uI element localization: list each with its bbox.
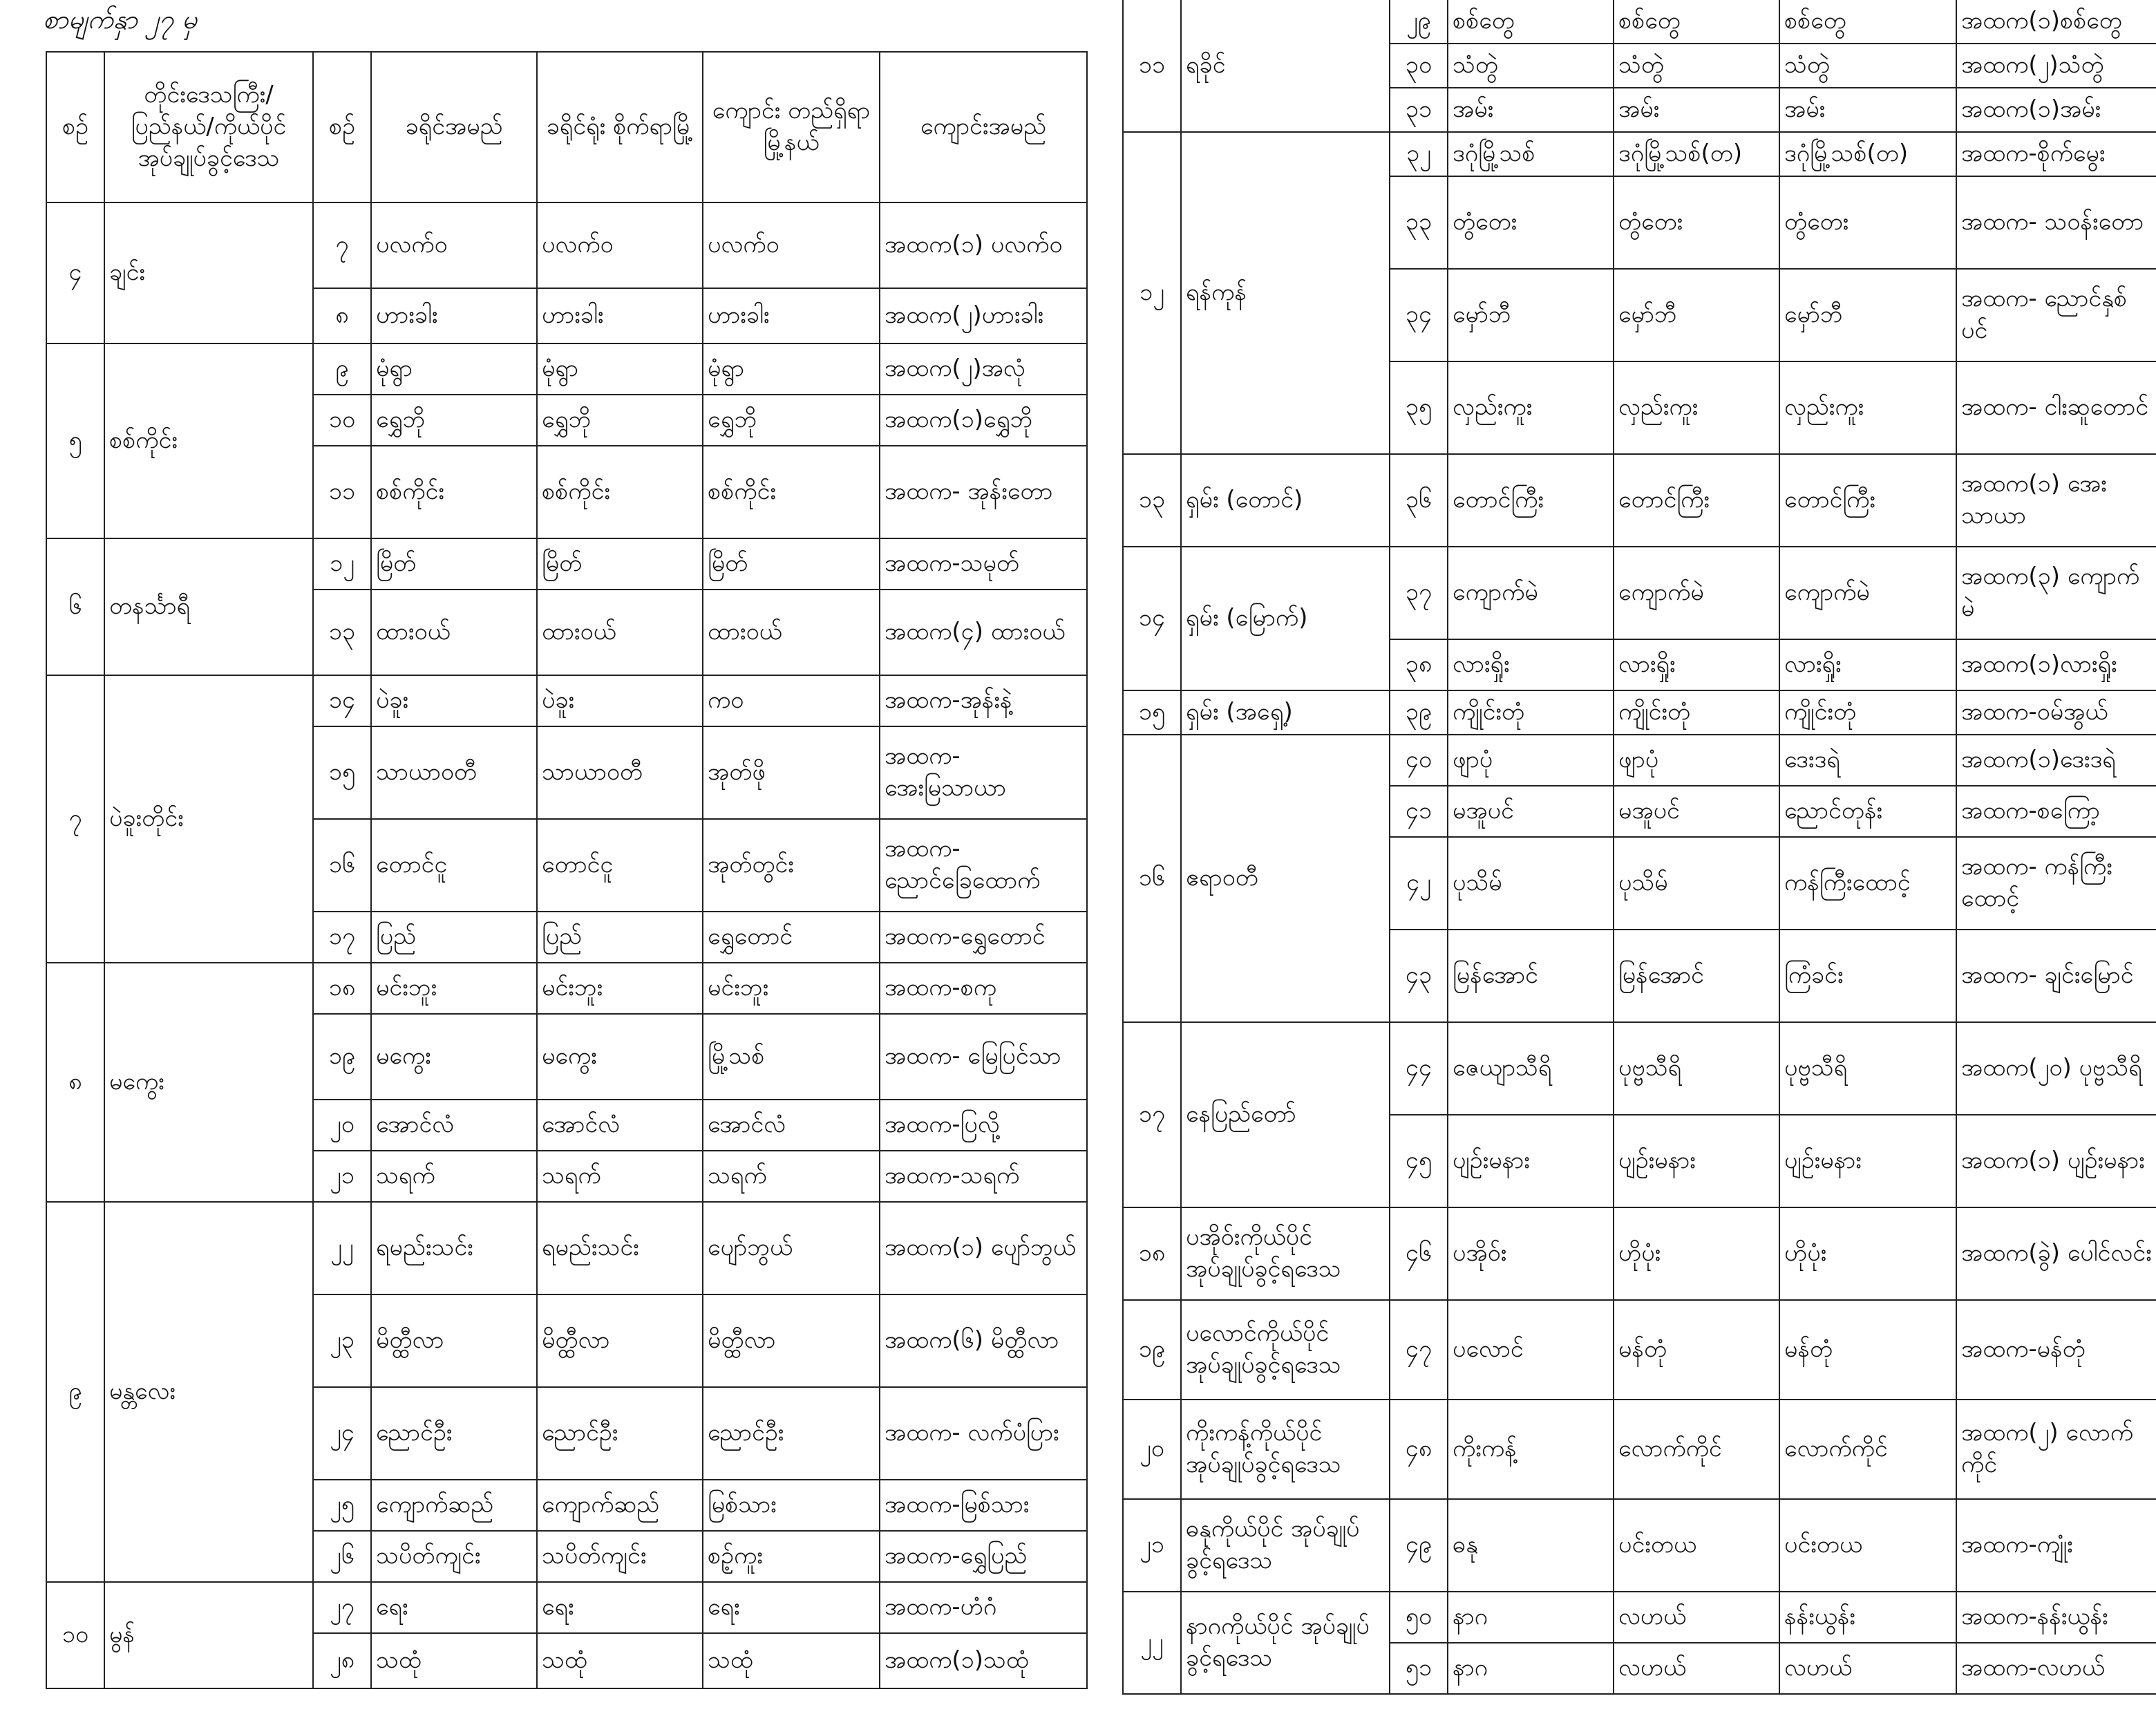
district-number: ၄၂ [1390,837,1448,930]
district-number: ၄၁ [1390,786,1448,837]
header-district: ခရိုင်အမည် [371,52,537,203]
region-name: နာဂကိုယ်ပိုင် အုပ်ချုပ်ခွင့်ရဒေသ [1181,1592,1390,1694]
school-name: အထက-သရက် [880,1151,1087,1202]
district-number: ၁၈ [313,963,371,1014]
district-number: ၁၇ [313,912,371,963]
school-township: အုတ်ဖို [703,726,880,819]
district-number: ၁၄ [313,675,371,726]
district-number: ၁၂ [313,538,371,590]
school-name: အထက-ဟံဂံ [880,1582,1087,1633]
region-name: ရှမ်း (မြောက်) [1181,547,1390,690]
district-office-town: တောင်ငူ [537,819,703,912]
school-township: ဒေးဒရဲ [1779,735,1956,786]
table-row [1123,454,2156,547]
school-township: ထားဝယ် [703,590,880,675]
school-township: ပုဗ္ဗသီရိ [1779,1022,1956,1115]
district-name: ရမည်းသင်း [371,1202,537,1294]
district-number: ၁၆ [313,819,371,912]
district-number: ၃၁ [1390,88,1448,132]
table-body-right [1123,0,2156,1694]
school-township: ဒဂုံမြို့သစ်(တ) [1779,132,1956,176]
school-township: ကဝ [703,675,880,726]
school-name: အထက- အေးမြသာယာ [880,726,1087,819]
table-row [1123,1592,2156,1643]
school-name: အထက- မြေပြင်သာ [880,1014,1087,1100]
district-office-town: ပျဉ်းမနား [1614,1115,1779,1207]
school-township: ညောင်တုန်း [1779,786,1956,837]
district-name: သံတွဲ [1448,44,1614,88]
district-number: ၃၅ [1390,361,1448,454]
district-name: လားရှိုး [1448,639,1614,690]
school-name: အထက-စကြော့ [1956,786,2156,837]
school-name: အထက(၁)စစ်တွေ [1956,0,2156,44]
district-name: သရက် [371,1151,537,1202]
district-name: ဟားခါး [371,288,537,343]
district-number: ၄၈ [1390,1400,1448,1499]
school-township: မင်းဘူး [703,963,880,1014]
district-name: အောင်လံ [371,1100,537,1151]
district-office-town: ပြည် [537,912,703,963]
district-number: ၄၆ [1390,1207,1448,1300]
school-name: အထက-မြစ်သား [880,1480,1087,1531]
district-number: ၄၀ [1390,735,1448,786]
district-office-town: သရက် [537,1151,703,1202]
school-township: လောက်ကိုင် [1779,1400,1956,1499]
header-district-office: ခရိုင်ရုံး စိုက်ရာမြို့ [537,52,703,203]
district-office-town: ကျိုင်းတုံ [1614,690,1779,735]
region-number: ၁၂ [1123,132,1181,454]
school-township: တွံတေး [1779,176,1956,269]
school-name: အထက- လက်ပံပြား [880,1387,1087,1480]
district-office-town: ရမည်းသင်း [537,1202,703,1294]
district-number: ၈ [313,288,371,343]
district-office-town: ဟိုပုံး [1614,1207,1779,1300]
district-number: ၅၁ [1390,1643,1448,1694]
school-township: ကန်ကြီးထောင့် [1779,837,1956,930]
region-name: ချင်း [104,203,313,343]
district-number: ၂၄ [313,1387,371,1480]
school-township: တောင်ကြီး [1779,454,1956,547]
district-office-town: ညောင်ဦး [537,1387,703,1480]
table-body-left [46,203,1087,1688]
district-number: ၂၇ [313,1582,371,1633]
district-name: သပိတ်ကျင်း [371,1531,537,1582]
school-name: အထက- ငါးဆူတောင် [1956,361,2156,454]
district-number: ၄၇ [1390,1300,1448,1400]
district-name: ပအိုဝ်း [1448,1207,1614,1300]
district-name: မုံရွာ [371,343,537,395]
district-office-town: ပင်းတယ [1614,1499,1779,1592]
district-name: ကိုးကန့် [1448,1400,1614,1499]
school-name: အထက(၂)သံတွဲ [1956,44,2156,88]
district-number: ၁၀ [313,395,371,446]
region-name: ဧရာဝတီ [1181,735,1390,1022]
district-name: ဒဂုံမြို့သစ် [1448,132,1614,176]
district-name: အမ်း [1448,88,1614,132]
school-name: အထက-စိုက်မွေး [1956,132,2156,176]
region-number: ၁၀ [46,1582,104,1688]
district-name: နာဂ [1448,1592,1614,1643]
school-township: ပင်းတယ [1779,1499,1956,1592]
school-township: မြိတ် [703,538,880,590]
school-name: အထက(၄) ထားဝယ် [880,590,1087,675]
table-row [46,1202,1087,1294]
region-name: စစ်ကိုင်း [104,343,313,538]
school-name: အထက-လဟယ် [1956,1643,2156,1694]
school-name: အထက- အုန်းတော [880,446,1087,538]
district-name: မအူပင် [1448,786,1614,837]
header-school: ကျောင်းအမည် [880,52,1087,203]
school-name: အထက-အုန်းနဲ့ [880,675,1087,726]
school-name: အထက(၁)ရွှေဘို [880,395,1087,446]
district-office-town: မှော်ဘီ [1614,269,1779,361]
school-township: စစ်ကိုင်း [703,446,880,538]
region-number: ၁၃ [1123,454,1181,547]
school-name: အထက-ကျုံး [1956,1499,2156,1592]
district-office-town: ကျောက်ဆည် [537,1480,703,1531]
district-number: ၃၇ [1390,547,1448,639]
school-township: အုတ်တွင်း [703,819,880,912]
table-row [46,343,1087,395]
district-office-town: အောင်လံ [537,1100,703,1151]
district-name: မိတ္ထီလာ [371,1294,537,1387]
school-name: အထက-နန်းယွန်း [1956,1592,2156,1643]
school-name: အထက(၁) အေးသာယာ [1956,454,2156,547]
table-row [1123,1400,2156,1499]
district-number: ၃၈ [1390,639,1448,690]
page-header: စာမျက်နှာ ၂၇ မှ [43,4,198,35]
district-name: ကျောက်မဲ [1448,547,1614,639]
school-township: သရက် [703,1151,880,1202]
school-name: အထက-သမုတ် [880,538,1087,590]
table-row [1123,1022,2156,1115]
school-township: ရွှေတောင် [703,912,880,963]
school-township: ဟားခါး [703,288,880,343]
district-number: ၃၂ [1390,132,1448,176]
district-office-town: မအူပင် [1614,786,1779,837]
district-office-town: မိတ္ထီလာ [537,1294,703,1387]
district-number: ၉ [313,343,371,395]
school-name: အထက(၂)ဟားခါး [880,288,1087,343]
school-name: အထက- ချင်းမြောင် [1956,930,2156,1022]
district-number: ၂၉ [1390,0,1448,44]
header-district-no: စဉ် [313,52,371,203]
district-office-town: သံတွဲ [1614,44,1779,88]
school-name: အထက(၂)အလုံ [880,343,1087,395]
school-township: ဟိုပုံး [1779,1207,1956,1300]
school-name: အထက-ရွှေပြည် [880,1531,1087,1582]
district-name: လှည်းကူး [1448,361,1614,454]
region-name: ရှမ်း (အရှေ့) [1181,690,1390,735]
region-number: ၁၁ [1123,0,1181,132]
district-number: ၄၄ [1390,1022,1448,1115]
region-number: ၉ [46,1202,104,1582]
school-township: ရေး [703,1582,880,1633]
district-number: ၄၃ [1390,930,1448,1022]
region-number: ၁၉ [1123,1300,1181,1400]
district-name: မှော်ဘီ [1448,269,1614,361]
region-name: ပလောင်ကိုယ်ပိုင် အုပ်ချုပ်ခွင့်ရဒေသ [1181,1300,1390,1400]
header-township: ကျောင်း တည်ရှိရာ မြို့နယ် [703,52,880,203]
district-name: ဇေယျာသီရိ [1448,1022,1614,1115]
district-name: ညောင်ဦး [371,1387,537,1480]
table-row [46,963,1087,1014]
district-number: ၃၀ [1390,44,1448,88]
district-name: မြိတ် [371,538,537,590]
school-township: စစ်တွေ [1779,0,1956,44]
school-township: ရွှေဘို [703,395,880,446]
school-name: အထက- ညောင်နှစ်ပင် [1956,269,2156,361]
district-office-town: ဖျာပုံ [1614,735,1779,786]
school-township: သံတွဲ [1779,44,1956,88]
school-name: အထက-ရွှေတောင် [880,912,1087,963]
region-number: ၅ [46,343,104,538]
district-name: ကျိုင်းတုံ [1448,690,1614,735]
school-name: အထက(၂၀) ပုဗ္ဗသီရိ [1956,1022,2156,1115]
school-name: အထက(ခွဲ) ပေါင်လင်း [1956,1207,2156,1300]
header-region: တိုင်းဒေသကြီး/ ပြည်နယ်/ကိုယ်ပိုင် အုပ်ချုပ်ခွင့်ဒေသ [104,52,313,203]
district-office-town: ကျောက်မဲ [1614,547,1779,639]
district-number: ၂၈ [313,1633,371,1688]
district-name: သာယာဝတီ [371,726,537,819]
district-office-town: မုံရွာ [537,343,703,395]
district-office-town: သပိတ်ကျင်း [537,1531,703,1582]
district-number: ၁၅ [313,726,371,819]
school-township: သထုံ [703,1633,880,1688]
region-number: ၂၀ [1123,1400,1181,1499]
district-name: တွံတေး [1448,176,1614,269]
region-name: မန္တလေး [104,1202,313,1582]
district-name: ပလက်ဝ [371,203,537,288]
district-office-town: လှည်းကူး [1614,361,1779,454]
district-number: ၃၆ [1390,454,1448,547]
header-region-no: စဉ် [46,52,104,203]
table-row [1123,547,2156,639]
school-name: အထက(၁) ပလက်ဝ [880,203,1087,288]
school-township: မိတ္ထီလာ [703,1294,880,1387]
school-name: အထက(၁)သထုံ [880,1633,1087,1688]
district-number: ၃၃ [1390,176,1448,269]
school-township: စဥ့်ကူး [703,1531,880,1582]
district-name: စစ်တွေ [1448,0,1614,44]
district-office-town: ရေး [537,1582,703,1633]
district-office-town: မန်တုံ [1614,1300,1779,1400]
region-name: ဓနုကိုယ်ပိုင် အုပ်ချုပ်ခွင့်ရဒေသ [1181,1499,1390,1592]
district-name: မြန်အောင် [1448,930,1614,1022]
table-row [1123,690,2156,735]
district-number: ၅၀ [1390,1592,1448,1643]
district-number: ၂၂ [313,1202,371,1294]
district-office-town: ထားဝယ် [537,590,703,675]
school-name: အထက-ဝမ်အွယ် [1956,690,2156,735]
district-name: မကွေး [371,1014,537,1100]
school-township: ကြံခင်း [1779,930,1956,1022]
table-row [1123,132,2156,176]
schools-table-left [46,51,1088,1689]
table-row [46,675,1087,726]
school-township: မြစ်သား [703,1480,880,1531]
region-number: ၁၈ [1123,1207,1181,1300]
region-number: ၁၆ [1123,735,1181,1022]
school-name: အထက(၂) လောက်ကိုင် [1956,1400,2156,1499]
district-name: တောင်ငူ [371,819,537,912]
table-row [46,538,1087,590]
district-name: ပဲခူး [371,675,537,726]
district-number: ၃၉ [1390,690,1448,735]
district-office-town: ပဲခူး [537,675,703,726]
district-name: ရွှေဘို [371,395,537,446]
region-name: ပအိုဝ်းကိုယ်ပိုင် အုပ်ချုပ်ခွင့်ရဒေသ [1181,1207,1390,1300]
region-name: မကွေး [104,963,313,1202]
school-name: အထက-ပြလို့ [880,1100,1087,1151]
district-office-town: သာယာဝတီ [537,726,703,819]
district-name: သထုံ [371,1633,537,1688]
region-name: တနင်္သာရီ [104,538,313,675]
district-number: ၃၄ [1390,269,1448,361]
school-township: မုံရွာ [703,343,880,395]
region-name: မွန် [104,1582,313,1688]
region-number: ၁၄ [1123,547,1181,690]
school-township: ပလက်ဝ [703,203,880,288]
school-name: အထက(၁)အမ်း [1956,88,2156,132]
district-office-town: မကွေး [537,1014,703,1100]
school-name: အထက- ညောင်ခြေထောက် [880,819,1087,912]
district-name: ကျောက်ဆည် [371,1480,537,1531]
region-number: ၈ [46,963,104,1202]
school-township: မန်တုံ [1779,1300,1956,1400]
region-number: ၂၁ [1123,1499,1181,1592]
school-township: ကျိုင်းတုံ [1779,690,1956,735]
region-number: ၁၇ [1123,1022,1181,1207]
district-office-town: ဒဂုံမြို့သစ်(တ) [1614,132,1779,176]
district-office-town: စစ်တွေ [1614,0,1779,44]
district-number: ၁၃ [313,590,371,675]
region-name: ကိုးကန့်ကိုယ်ပိုင် အုပ်ချုပ်ခွင့်ရဒေသ [1181,1400,1390,1499]
table-header-row [46,52,1087,203]
district-name: ထားဝယ် [371,590,537,675]
district-office-town: လဟယ် [1614,1643,1779,1694]
district-office-town: တောင်ကြီး [1614,454,1779,547]
district-office-town: ပလက်ဝ [537,203,703,288]
school-township: ပျဉ်းမနား [1779,1115,1956,1207]
district-name: ပလောင် [1448,1300,1614,1400]
school-township: လားရှိုး [1779,639,1956,690]
district-office-town: လားရှိုး [1614,639,1779,690]
region-name: ပဲခူးတိုင်း [104,675,313,963]
schools-table-right [1122,0,2156,1695]
district-office-town: အမ်း [1614,88,1779,132]
region-name: ရှမ်း (တောင်) [1181,454,1390,547]
school-name: အထက(၁)လားရှိုး [1956,639,2156,690]
school-township: ညောင်ဦး [703,1387,880,1480]
school-township: မှော်ဘီ [1779,269,1956,361]
district-office-town: ပုဗ္ဗသီရိ [1614,1022,1779,1115]
table-row [1123,1300,2156,1400]
district-number: ၄၅ [1390,1115,1448,1207]
school-township: နန်းယွန်း [1779,1592,1956,1643]
table-row [1123,735,2156,786]
district-office-town: မြန်အောင် [1614,930,1779,1022]
school-name: အထက(၆) မိတ္ထီလာ [880,1294,1087,1387]
district-number: ၄၉ [1390,1499,1448,1592]
district-name: ဖျာပုံ [1448,735,1614,786]
district-name: တောင်ကြီး [1448,454,1614,547]
district-number: ၁၉ [313,1014,371,1100]
school-name: အထက(၁) ပျော်ဘွယ် [880,1202,1087,1294]
school-name: အထက(၁) ပျဉ်းမနား [1956,1115,2156,1207]
school-township: ကျောက်မဲ [1779,547,1956,639]
school-township: မြို့သစ် [703,1014,880,1100]
school-township: ပျော်ဘွယ် [703,1202,880,1294]
school-name: အထက(၃) ကျောက်မဲ [1956,547,2156,639]
region-number: ၁၅ [1123,690,1181,735]
region-number: ၄ [46,203,104,343]
district-name: စစ်ကိုင်း [371,446,537,538]
district-name: ပျဉ်းမနား [1448,1115,1614,1207]
district-office-town: စစ်ကိုင်း [537,446,703,538]
district-name: ရေး [371,1582,537,1633]
district-number: ၇ [313,203,371,288]
district-name: ပြည် [371,912,537,963]
school-name: အထက(၁)ဒေးဒရဲ [1956,735,2156,786]
district-number: ၂၀ [313,1100,371,1151]
table-row [1123,1207,2156,1300]
district-number: ၂၃ [313,1294,371,1387]
district-number: ၂၁ [313,1151,371,1202]
school-name: အထက-စကု [880,963,1087,1014]
region-name: နေပြည်တော် [1181,1022,1390,1207]
region-name: ရန်ကုန် [1181,132,1390,454]
school-township: အမ်း [1779,88,1956,132]
table-row [46,203,1087,288]
district-number: ၂၆ [313,1531,371,1582]
district-name: မင်းဘူး [371,963,537,1014]
school-name: အထက- သဝန်းတော [1956,176,2156,269]
school-township: လှည်းကူး [1779,361,1956,454]
school-township: အောင်လံ [703,1100,880,1151]
table-row [1123,0,2156,44]
region-number: ၆ [46,538,104,675]
district-office-town: လောက်ကိုင် [1614,1400,1779,1499]
school-township: လဟယ် [1779,1643,1956,1694]
district-number: ၂၅ [313,1480,371,1531]
district-office-town: တွံတေး [1614,176,1779,269]
district-number: ၁၁ [313,446,371,538]
district-office-town: လဟယ် [1614,1592,1779,1643]
district-office-town: ပုသိမ် [1614,837,1779,930]
region-number: ၇ [46,675,104,963]
district-name: ပုသိမ် [1448,837,1614,930]
district-name: နာဂ [1448,1643,1614,1694]
district-office-town: ဟားခါး [537,288,703,343]
school-name: အထက-မန်တုံ [1956,1300,2156,1400]
district-name: ဓနု [1448,1499,1614,1592]
region-number: ၂၂ [1123,1592,1181,1694]
district-office-town: မင်းဘူး [537,963,703,1014]
district-office-town: သထုံ [537,1633,703,1688]
school-name: အထက- ကန်ကြီးထောင့် [1956,837,2156,930]
table-row [1123,1499,2156,1592]
district-office-town: မြိတ် [537,538,703,590]
table-row [46,1582,1087,1633]
region-name: ရခိုင် [1181,0,1390,132]
district-office-town: ရွှေဘို [537,395,703,446]
